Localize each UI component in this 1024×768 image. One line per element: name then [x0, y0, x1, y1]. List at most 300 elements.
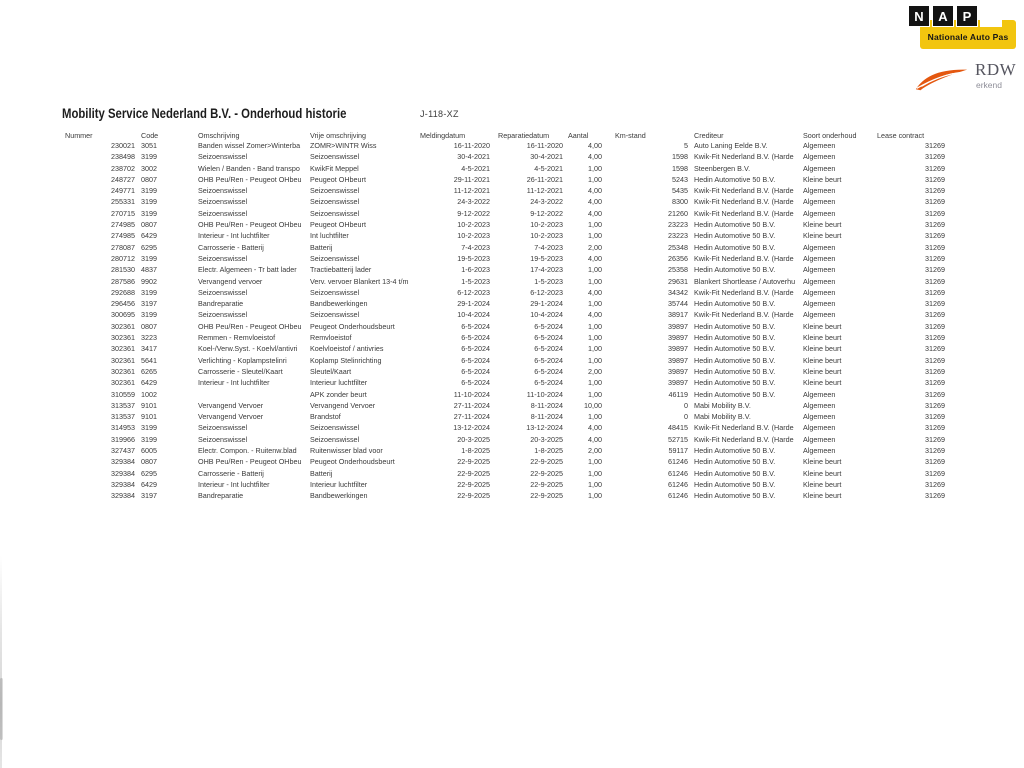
cell-reparatiedatum: 6-5-2024: [534, 333, 563, 343]
cell-meldingdatum: 27-11-2024: [453, 412, 490, 422]
cell-vrije-omschrijving: APK zonder beurt: [310, 389, 367, 399]
cell-reparatiedatum: 9-12-2022: [530, 208, 563, 218]
cell-vrije-omschrijving: Bandbewerkingen: [310, 299, 368, 309]
cell-crediteur: Kwik-Fit Nederland B.V. (Harde: [694, 287, 794, 297]
cell-aantal: 4,00: [588, 152, 602, 162]
cell-km-stand: 5243: [672, 174, 688, 184]
cell-crediteur: Hedin Automotive 50 B.V.: [694, 468, 776, 478]
cell-code: 3199: [141, 197, 157, 207]
cell-nummer: 230021: [111, 141, 135, 150]
cell-meldingdatum: 9-12-2022: [457, 208, 490, 218]
cell-vrije-omschrijving: Batterij: [310, 468, 333, 478]
cell-reparatiedatum: 8-11-2024: [530, 412, 563, 422]
cell-aantal: 1,00: [588, 355, 602, 365]
cell-nummer: 313537: [111, 412, 135, 422]
cell-soort-onderhoud: Kleine beurt: [803, 174, 842, 184]
cell-omschrijving: Electr. Compon. - Ruitenw.blad: [198, 446, 297, 456]
cell-vrije-omschrijving: Verv. vervoer Blankert 13-4 t/m: [310, 276, 409, 286]
column-header-soort-onderhoud: Soort onderhoud: [803, 131, 857, 140]
cell-aantal: 4,00: [588, 434, 602, 444]
cell-km-stand: 39897: [668, 344, 688, 354]
cell-aantal: 1,00: [588, 321, 602, 331]
cell-km-stand: 52715: [668, 434, 688, 444]
cell-nummer: 287586: [111, 276, 135, 286]
cell-soort-onderhoud: Algemeen: [803, 423, 836, 433]
cell-km-stand: 39897: [668, 321, 688, 331]
cell-reparatiedatum: 26-11-2021: [526, 174, 563, 184]
cell-code: 3199: [141, 434, 157, 444]
cell-reparatiedatum: 6-12-2023: [530, 287, 563, 297]
cell-reparatiedatum: 6-5-2024: [534, 378, 563, 388]
cell-vrije-omschrijving: Seizoenswissel: [310, 186, 360, 196]
cell-lease-contract: 31269: [925, 276, 945, 286]
cell-omschrijving: OHB Peu/Ren - Peugeot OHbeu: [198, 174, 302, 184]
cell-crediteur: Hedin Automotive 50 B.V.: [694, 231, 776, 241]
cell-reparatiedatum: 1-8-2025: [534, 446, 563, 456]
cell-nummer: 281530: [111, 265, 135, 275]
cell-code: 3199: [141, 208, 157, 218]
table-row: [65, 208, 945, 219]
cell-aantal: 1,00: [588, 491, 602, 501]
cell-code: 6005: [141, 446, 157, 456]
table-row: [65, 366, 945, 377]
cell-code: 6265: [141, 366, 157, 376]
cell-aantal: 4,00: [588, 186, 602, 196]
cell-lease-contract: 31269: [925, 378, 945, 388]
cell-code: 3199: [141, 186, 157, 196]
cell-meldingdatum: 6-5-2024: [461, 378, 490, 388]
nap-squares: [908, 5, 1002, 27]
cell-omschrijving: Remmen - Remvloeistof: [198, 333, 276, 343]
cell-meldingdatum: 6-5-2024: [461, 321, 490, 331]
cell-km-stand: 61246: [668, 457, 688, 467]
nap-logo: [908, 5, 1016, 51]
cell-km-stand: 38917: [668, 310, 688, 320]
cell-lease-contract: 31269: [925, 220, 945, 230]
cell-meldingdatum: 19-5-2023: [457, 253, 490, 263]
cell-vrije-omschrijving: Peugeot OHbeurt: [310, 220, 366, 230]
page-title: Mobility Service Nederland B.V. - Onderhoud historie: [62, 106, 347, 121]
cell-km-stand: 0: [684, 412, 688, 422]
cell-reparatiedatum: 13-12-2024: [526, 423, 563, 433]
cell-reparatiedatum: 6-5-2024: [534, 321, 563, 331]
cell-soort-onderhoud: Kleine beurt: [803, 457, 842, 467]
cell-km-stand: 48415: [668, 423, 688, 433]
cell-meldingdatum: 6-5-2024: [461, 344, 490, 354]
cell-vrije-omschrijving: Seizoenswissel: [310, 287, 360, 297]
cell-meldingdatum: 11-12-2021: [453, 186, 490, 196]
cell-soort-onderhoud: Kleine beurt: [803, 344, 842, 354]
cell-crediteur: Hedin Automotive 50 B.V.: [694, 355, 776, 365]
cell-lease-contract: 31269: [925, 344, 945, 354]
cell-aantal: 4,00: [588, 141, 602, 150]
rdw-wing-icon: [913, 65, 971, 93]
cell-soort-onderhoud: Algemeen: [803, 287, 836, 297]
cell-code: 6295: [141, 242, 157, 252]
cell-nummer: 302361: [111, 378, 135, 388]
table-row: [65, 355, 945, 366]
cell-soort-onderhoud: Algemeen: [803, 446, 836, 456]
cell-aantal: 2,00: [588, 242, 602, 252]
cell-vrije-omschrijving: ZOMR>WINTR Wiss: [310, 141, 377, 150]
cell-reparatiedatum: 10-2-2023: [530, 231, 563, 241]
table-row: [65, 389, 945, 400]
cell-vrije-omschrijving: Seizoenswissel: [310, 423, 360, 433]
cell-crediteur: Hedin Automotive 50 B.V.: [694, 174, 776, 184]
cell-reparatiedatum: 10-4-2024: [530, 310, 563, 320]
cell-omschrijving: Vervangend Vervoer: [198, 400, 264, 410]
cell-omschrijving: Seizoenswissel: [198, 434, 248, 444]
cell-crediteur: Mabi Mobility B.V.: [694, 412, 751, 422]
table-row: [65, 377, 945, 388]
cell-omschrijving: Koel-/Verw.Syst. - Koelvl/antivri: [198, 344, 298, 354]
cell-meldingdatum: 6-5-2024: [461, 366, 490, 376]
cell-vrije-omschrijving: Peugeot Onderhoudsbeurt: [310, 457, 395, 467]
cell-omschrijving: Seizoenswissel: [198, 310, 248, 320]
cell-reparatiedatum: 6-5-2024: [534, 344, 563, 354]
cell-crediteur: Hedin Automotive 50 B.V.: [694, 446, 776, 456]
cell-reparatiedatum: 24-3-2022: [530, 197, 563, 207]
cell-lease-contract: 31269: [925, 253, 945, 263]
cell-vrije-omschrijving: Vervangend Vervoer: [310, 400, 376, 410]
cell-omschrijving: OHB Peu/Ren - Peugeot OHbeu: [198, 321, 302, 331]
cell-code: 9101: [141, 400, 157, 410]
cell-crediteur: Blankert Shortlease / Autoverhu: [694, 276, 796, 286]
cell-km-stand: 34342: [668, 287, 688, 297]
cell-aantal: 1,00: [588, 163, 602, 173]
cell-nummer: 296456: [111, 299, 135, 309]
cell-km-stand: 5435: [672, 186, 688, 196]
cell-aantal: 4,00: [588, 310, 602, 320]
cell-crediteur: Kwik-Fit Nederland B.V. (Harde: [694, 423, 794, 433]
cell-lease-contract: 31269: [925, 299, 945, 309]
cell-meldingdatum: 10-4-2024: [457, 310, 490, 320]
nap-letter-square: A: [932, 5, 954, 27]
cell-meldingdatum: 29-11-2021: [453, 174, 490, 184]
cell-vrije-omschrijving: Seizoenswissel: [310, 197, 360, 207]
cell-aantal: 2,00: [588, 446, 602, 456]
cell-omschrijving: Seizoenswissel: [198, 423, 248, 433]
cell-soort-onderhoud: Kleine beurt: [803, 378, 842, 388]
cell-soort-onderhoud: Algemeen: [803, 299, 836, 309]
cell-lease-contract: 31269: [925, 152, 945, 162]
table-row: [65, 151, 945, 162]
cell-code: 3197: [141, 491, 157, 501]
rdw-erkend-label: erkend: [976, 80, 1002, 90]
cell-reparatiedatum: 16-11-2020: [526, 141, 563, 150]
cell-crediteur: Hedin Automotive 50 B.V.: [694, 457, 776, 467]
cell-code: 9902: [141, 276, 157, 286]
cell-km-stand: 23223: [668, 231, 688, 241]
cell-omschrijving: [198, 389, 310, 400]
table-header-row: [65, 126, 945, 140]
cell-km-stand: 5: [684, 141, 688, 150]
cell-lease-contract: 31269: [925, 491, 945, 501]
cell-km-stand: 61246: [668, 468, 688, 478]
cell-crediteur: Hedin Automotive 50 B.V.: [694, 378, 776, 388]
table-row: [65, 230, 945, 241]
table-row: [65, 140, 945, 151]
column-header-vrije-omschrijving: Vrije omschrijving: [310, 131, 367, 140]
cell-vrije-omschrijving: Seizoenswissel: [310, 253, 360, 263]
cell-omschrijving: Verlichting - Koplampstelinri: [198, 355, 287, 365]
cell-aantal: 1,00: [588, 457, 602, 467]
cell-reparatiedatum: 6-5-2024: [534, 355, 563, 365]
column-header-meldingdatum: Meldingdatum: [420, 131, 466, 140]
cell-lease-contract: 31269: [925, 400, 945, 410]
cell-lease-contract: 31269: [925, 231, 945, 241]
cell-nummer: 249771: [111, 186, 135, 196]
cell-lease-contract: 31269: [925, 265, 945, 275]
cell-aantal: 1,00: [588, 174, 602, 184]
table-row: [65, 434, 945, 445]
cell-km-stand: 35744: [668, 299, 688, 309]
cell-reparatiedatum: 11-12-2021: [526, 186, 563, 196]
cell-aantal: 1,00: [588, 333, 602, 343]
cell-reparatiedatum: 19-5-2023: [530, 253, 563, 263]
cell-vrije-omschrijving: Remvloeistof: [310, 333, 352, 343]
cell-km-stand: 39897: [668, 355, 688, 365]
table-row: [65, 456, 945, 467]
cell-aantal: 1,00: [588, 344, 602, 354]
cell-lease-contract: 31269: [925, 457, 945, 467]
cell-meldingdatum: 10-2-2023: [457, 220, 490, 230]
cell-crediteur: Hedin Automotive 50 B.V.: [694, 242, 776, 252]
cell-code: 6429: [141, 479, 157, 489]
cell-km-stand: 61246: [668, 491, 688, 501]
cell-nummer: 329384: [111, 479, 135, 489]
cell-reparatiedatum: 20-3-2025: [530, 434, 563, 444]
cell-code: 3199: [141, 310, 157, 320]
cell-lease-contract: 31269: [925, 208, 945, 218]
cell-soort-onderhoud: Kleine beurt: [803, 468, 842, 478]
cell-vrije-omschrijving: Bandbewerkingen: [310, 491, 368, 501]
cell-omschrijving: Bandreparatie: [198, 299, 244, 309]
table-row: [65, 163, 945, 174]
cell-crediteur: Auto Laning Eelde B.V.: [694, 141, 768, 150]
cell-code: 3199: [141, 287, 157, 297]
cell-vrije-omschrijving: Peugeot OHbeurt: [310, 174, 366, 184]
cell-nummer: 292688: [111, 287, 135, 297]
cell-soort-onderhoud: Algemeen: [803, 412, 836, 422]
cell-crediteur: Kwik-Fit Nederland B.V. (Harde: [694, 197, 794, 207]
cell-omschrijving: Banden wissel Zomer>Winterba: [198, 141, 301, 150]
cell-code: 5641: [141, 355, 157, 365]
cell-reparatiedatum: 22-9-2025: [530, 457, 563, 467]
cell-omschrijving: Seizoenswissel: [198, 152, 248, 162]
nap-letter-square: N: [908, 5, 930, 27]
cell-reparatiedatum: 1-5-2023: [534, 276, 563, 286]
cell-soort-onderhoud: Kleine beurt: [803, 321, 842, 331]
cell-crediteur: Hedin Automotive 50 B.V.: [694, 366, 776, 376]
cell-omschrijving: OHB Peu/Ren - Peugeot OHbeu: [198, 220, 302, 230]
cell-code: 6295: [141, 468, 157, 478]
cell-vrije-omschrijving: Interieur luchtfilter: [310, 378, 368, 388]
cell-meldingdatum: 22-9-2025: [457, 457, 490, 467]
cell-lease-contract: 31269: [925, 333, 945, 343]
cell-soort-onderhoud: Algemeen: [803, 310, 836, 320]
cell-soort-onderhoud: Algemeen: [803, 276, 836, 286]
column-header-reparatiedatum: Reparatiedatum: [498, 131, 550, 140]
cell-km-stand: 1598: [672, 152, 688, 162]
cell-code: 3002: [141, 163, 157, 173]
cell-soort-onderhoud: Algemeen: [803, 265, 836, 275]
cell-crediteur: Steenbergen B.V.: [694, 163, 751, 173]
table-row: [65, 422, 945, 433]
cell-km-stand: 59117: [668, 446, 688, 456]
cell-soort-onderhoud: Algemeen: [803, 141, 836, 150]
cell-code: 3199: [141, 423, 157, 433]
cell-crediteur: Kwik-Fit Nederland B.V. (Harde: [694, 310, 794, 320]
cell-lease-contract: 31269: [925, 242, 945, 252]
column-header-km-stand: Km-stand: [615, 131, 646, 140]
cell-lease-contract: 31269: [925, 197, 945, 207]
cell-km-stand: 0: [684, 400, 688, 410]
cell-crediteur: Hedin Automotive 50 B.V.: [694, 491, 776, 501]
cell-omschrijving: Carrosserie - Sleutel/Kaart: [198, 366, 283, 376]
cell-crediteur: Kwik-Fit Nederland B.V. (Harde: [694, 253, 794, 263]
cell-reparatiedatum: 29-1-2024: [530, 299, 563, 309]
cell-nummer: 238498: [111, 152, 135, 162]
cell-omschrijving: Vervangend vervoer: [198, 276, 263, 286]
cell-soort-onderhoud: Algemeen: [803, 197, 836, 207]
nap-blank-square: [980, 5, 1002, 27]
cell-lease-contract: 31269: [925, 446, 945, 456]
cell-meldingdatum: 6-12-2023: [457, 287, 490, 297]
cell-meldingdatum: 24-3-2022: [457, 197, 490, 207]
cell-omschrijving: Carrosserie - Batterij: [198, 468, 264, 478]
cell-km-stand: 21260: [668, 208, 688, 218]
cell-crediteur: Hedin Automotive 50 B.V.: [694, 479, 776, 489]
cell-aantal: 1,00: [588, 276, 602, 286]
table-row: [65, 343, 945, 354]
cell-meldingdatum: 30-4-2021: [457, 152, 490, 162]
cell-vrije-omschrijving: Batterij: [310, 242, 333, 252]
cell-meldingdatum: 7-4-2023: [461, 242, 490, 252]
table-row: [65, 287, 945, 298]
cell-omschrijving: Seizoenswissel: [198, 197, 248, 207]
column-header-nummer: Nummer: [65, 131, 93, 140]
cell-omschrijving: Carrosserie - Batterij: [198, 242, 264, 252]
cell-code: 3051: [141, 141, 157, 150]
nap-letter-square: P: [956, 5, 978, 27]
cell-soort-onderhoud: Kleine beurt: [803, 479, 842, 489]
cell-crediteur: Hedin Automotive 50 B.V.: [694, 299, 776, 309]
cell-vrije-omschrijving: Seizoenswissel: [310, 152, 360, 162]
cell-lease-contract: 31269: [925, 141, 945, 150]
cell-lease-contract: 31269: [925, 310, 945, 320]
cell-soort-onderhoud: Kleine beurt: [803, 366, 842, 376]
cell-nummer: 255331: [111, 197, 135, 207]
cell-km-stand: 23223: [668, 220, 688, 230]
cell-aantal: 1,00: [588, 378, 602, 388]
cell-code: 0807: [141, 220, 157, 230]
cell-reparatiedatum: 4-5-2021: [534, 163, 563, 173]
table-row: [65, 400, 945, 411]
cell-code: 0807: [141, 174, 157, 184]
cell-code: 6429: [141, 231, 157, 241]
cell-nummer: 329384: [111, 491, 135, 501]
cell-crediteur: Hedin Automotive 50 B.V.: [694, 344, 776, 354]
cell-lease-contract: 31269: [925, 163, 945, 173]
cell-aantal: 1,00: [588, 265, 602, 275]
cell-code: 3223: [141, 333, 157, 343]
cell-nummer: 270715: [111, 208, 135, 218]
cell-code: 6429: [141, 378, 157, 388]
cell-nummer: 327437: [111, 446, 135, 456]
cell-lease-contract: 31269: [925, 412, 945, 422]
cell-km-stand: 25348: [668, 242, 688, 252]
cell-soort-onderhoud: Kleine beurt: [803, 231, 842, 241]
nap-caption: Nationale Auto Pas: [927, 32, 1009, 42]
cell-lease-contract: 31269: [925, 186, 945, 196]
cell-nummer: 302361: [111, 333, 135, 343]
cell-vrije-omschrijving: Interieur luchtfilter: [310, 479, 368, 489]
cell-soort-onderhoud: Algemeen: [803, 400, 836, 410]
table-row: [65, 264, 945, 275]
cell-vrije-omschrijving: Ruitenwisser blad voor: [310, 446, 383, 456]
cell-omschrijving: Interieur - Int luchtfilter: [198, 378, 270, 388]
cell-nummer: 248727: [111, 174, 135, 184]
cell-meldingdatum: 20-3-2025: [457, 434, 490, 444]
cell-omschrijving: Seizoenswissel: [198, 253, 248, 263]
cell-crediteur: Hedin Automotive 50 B.V.: [694, 389, 776, 399]
cell-soort-onderhoud: Algemeen: [803, 389, 836, 399]
cell-lease-contract: 31269: [925, 287, 945, 297]
cell-lease-contract: 31269: [925, 423, 945, 433]
cell-meldingdatum: 16-11-2020: [453, 141, 490, 150]
cell-code: 3417: [141, 344, 157, 354]
table-row: [65, 479, 945, 490]
cell-soort-onderhoud: Kleine beurt: [803, 491, 842, 501]
rdw-name: RDW: [975, 60, 1017, 79]
cell-omschrijving: Seizoenswissel: [198, 186, 248, 196]
cell-nummer: 319966: [111, 434, 135, 444]
cell-reparatiedatum: 17-4-2023: [530, 265, 563, 275]
cell-code: 4837: [141, 265, 157, 275]
cell-nummer: 310559: [111, 389, 135, 399]
cell-nummer: 280712: [111, 253, 135, 263]
table-row: [65, 174, 945, 185]
cell-aantal: 1,00: [588, 468, 602, 478]
cell-soort-onderhoud: Algemeen: [803, 163, 836, 173]
cell-aantal: 4,00: [588, 287, 602, 297]
cell-aantal: 1,00: [588, 299, 602, 309]
cell-soort-onderhoud: Kleine beurt: [803, 220, 842, 230]
cell-km-stand: 1598: [672, 163, 688, 173]
cell-aantal: 4,00: [588, 208, 602, 218]
cell-omschrijving: OHB Peu/Ren - Peugeot OHbeu: [198, 457, 302, 467]
cell-vrije-omschrijving: Peugeot Onderhoudsbeurt: [310, 321, 395, 331]
cell-omschrijving: Vervangend Vervoer: [198, 412, 264, 422]
cell-meldingdatum: 22-9-2025: [457, 491, 490, 501]
cell-reparatiedatum: 22-9-2025: [530, 468, 563, 478]
cell-reparatiedatum: 7-4-2023: [534, 242, 563, 252]
cell-km-stand: 26356: [668, 253, 688, 263]
cell-vrije-omschrijving: Sleutel/Kaart: [310, 366, 352, 376]
cell-soort-onderhoud: Algemeen: [803, 434, 836, 444]
cell-km-stand: 39897: [668, 333, 688, 343]
cell-omschrijving: Electr. Algemeen - Tr batt lader: [198, 265, 297, 275]
column-header-aantal: Aantal: [568, 131, 589, 140]
cell-km-stand: 25358: [668, 265, 688, 275]
cell-crediteur: Kwik-Fit Nederland B.V. (Harde: [694, 434, 794, 444]
cell-vrije-omschrijving: Seizoenswissel: [310, 434, 360, 444]
cell-crediteur: Mabi Mobility B.V.: [694, 400, 751, 410]
cell-crediteur: Hedin Automotive 50 B.V.: [694, 265, 776, 275]
cell-omschrijving: Seizoenswissel: [198, 287, 248, 297]
cell-reparatiedatum: 22-9-2025: [530, 491, 563, 501]
